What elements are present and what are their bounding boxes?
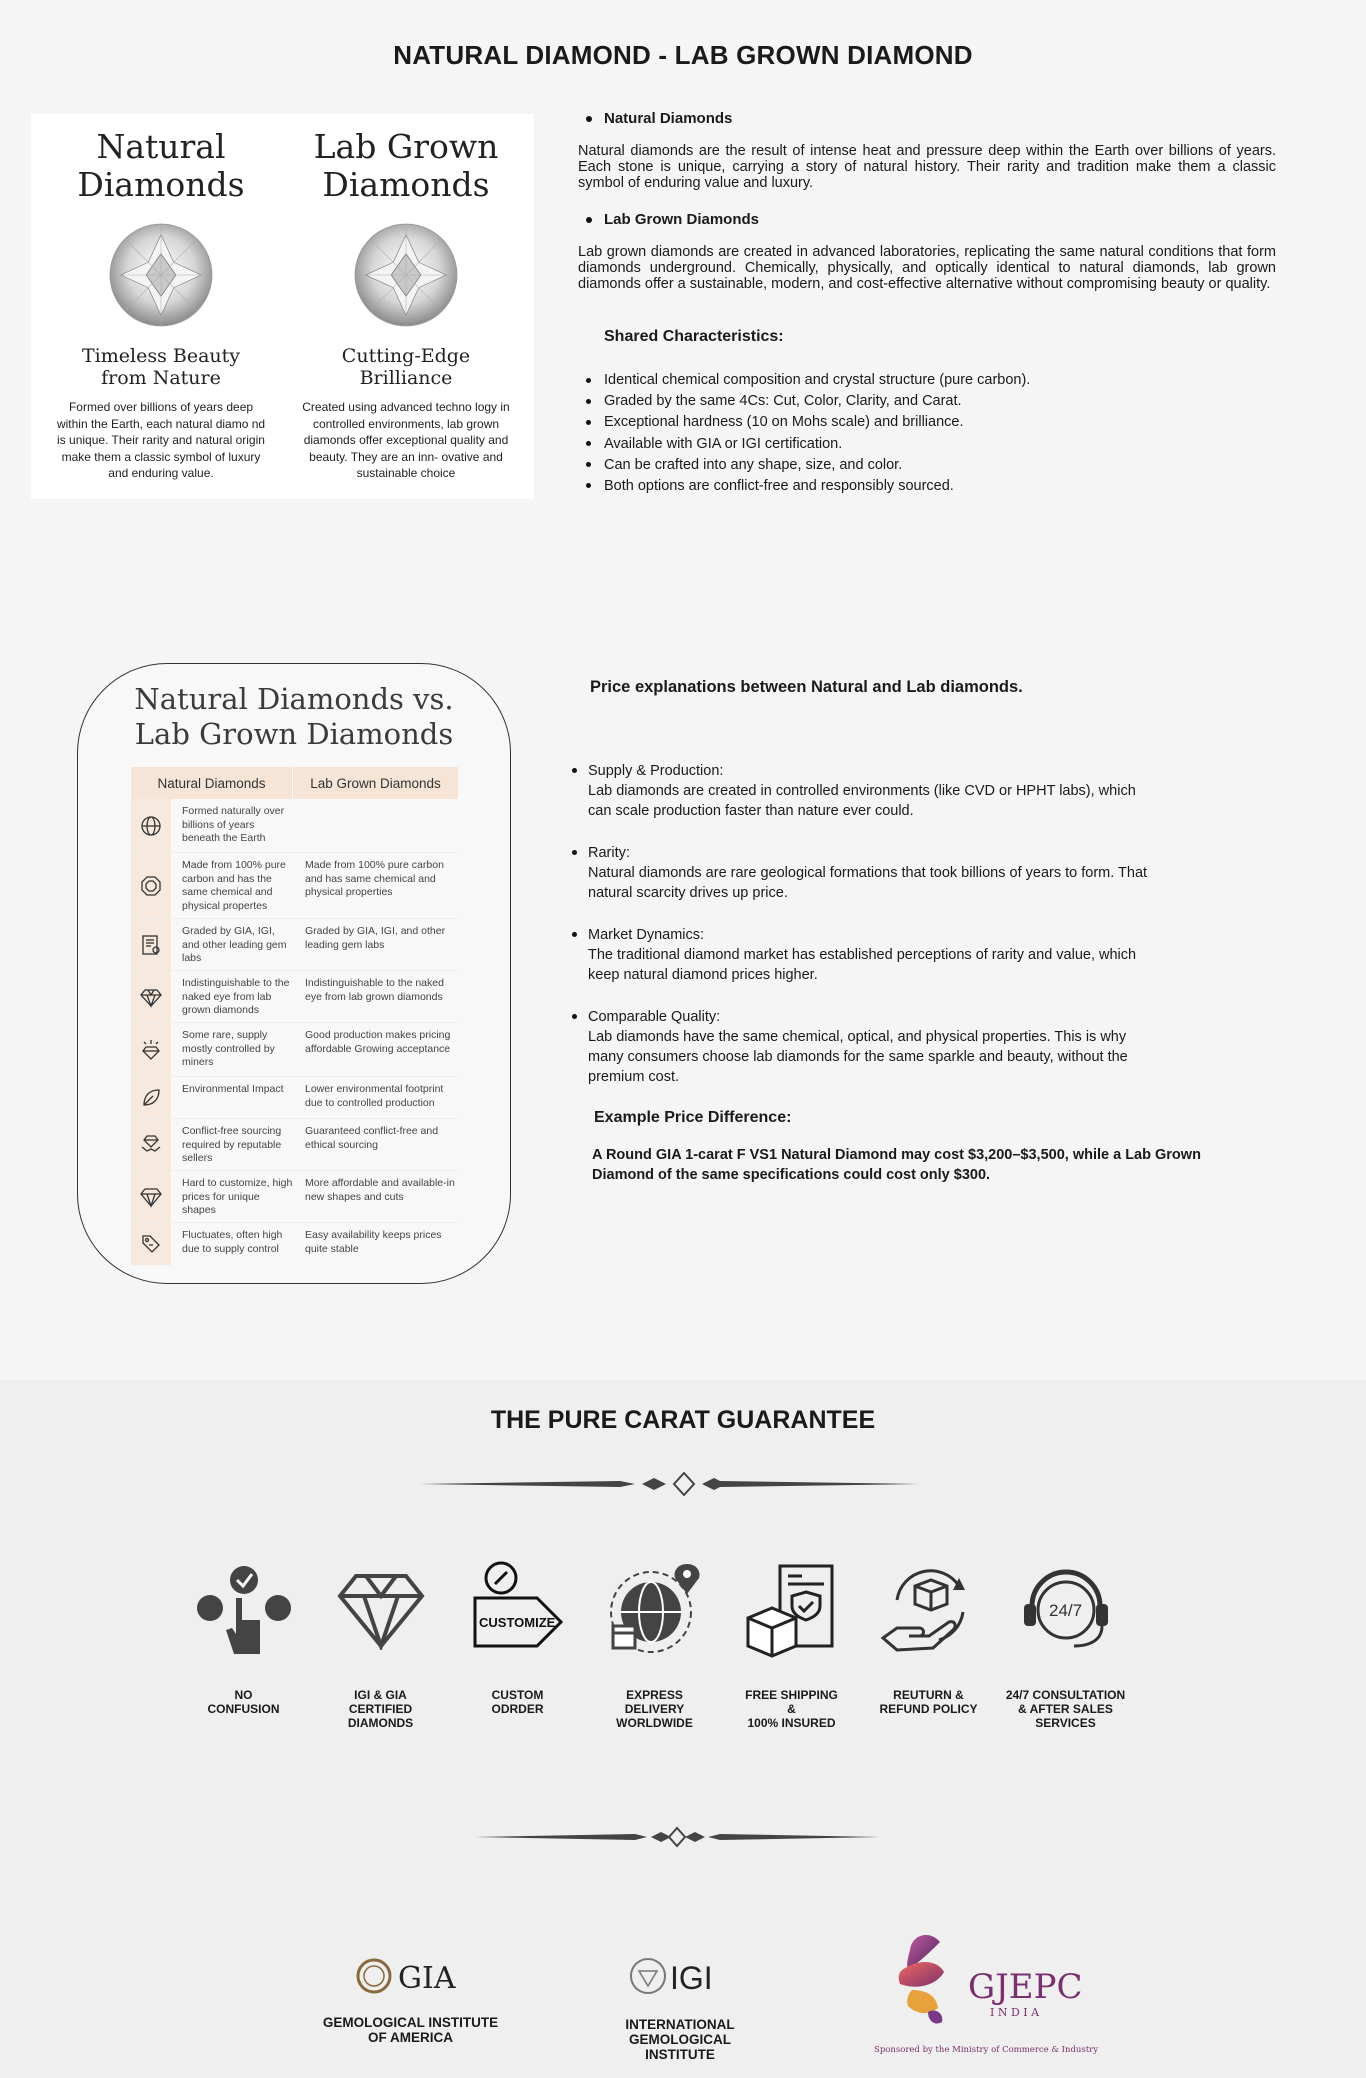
feature-support: [997, 1550, 1134, 1730]
list-item: [570, 925, 1270, 985]
factor-label: Comparable Quality:: [588, 1009, 721, 1025]
factor-label: Market Dynamics:: [588, 927, 705, 943]
factor-text: The traditional diamond market has established perceptions of rarity and value, which keep natural diamond prices higher.: [588, 947, 1137, 983]
gia-mark: GIA: [397, 1961, 455, 1996]
guarantee-features: [175, 1550, 1175, 1730]
shared-characteristics-list: [578, 372, 1276, 494]
column-header-natural: Natural Diamonds: [131, 767, 293, 799]
natural-cell: Formed naturally over billions of years beneath the Earth: [182, 805, 285, 844]
list-item: Exceptional hardness (10 on Mohs scale) and brilliance.: [586, 414, 1276, 430]
guarantee-section: [0, 1380, 1366, 2078]
igi-seal-icon: [630, 1956, 730, 1996]
shared-characteristics-title: Shared Characteristics:: [604, 328, 784, 345]
natural-cell: Indistinguishable to the naked eye from lab grown diamonds: [182, 977, 290, 1016]
return-refund-icon: [879, 1560, 979, 1660]
natural-cell: Fluctuates, often high due to supply control: [182, 1229, 283, 1255]
lab-cell: Good production makes pricing affordable Growing acceptance: [305, 1029, 451, 1055]
factor-text: Natural diamonds are rare geological formations that took billions of years to form. That natural scarcity drives up price.: [588, 865, 1148, 901]
natural-cell: Conflict-free sourcing required by reputable sellers: [182, 1125, 282, 1164]
table-row: [131, 1077, 458, 1119]
table-header: [131, 767, 458, 799]
lab-grown-diamonds-column: [286, 128, 526, 482]
lab-grown-diamonds-heading: Lab Grown Diamonds: [313, 127, 499, 204]
list-item: [570, 843, 1270, 903]
feature-no-confusion: [175, 1550, 312, 1730]
table-row: [131, 799, 458, 853]
example-price-title: Example Price Difference:: [594, 1109, 792, 1126]
natural-cell: Some rare, supply mostly controlled by miners: [182, 1029, 275, 1068]
natural-cell: Environmental Impact: [182, 1083, 284, 1095]
feature-label: 24/7 CONSULTATION & AFTER SALES SERVICES: [1005, 1688, 1126, 1730]
table-row: [131, 1171, 458, 1223]
support-24-7-icon: [1016, 1560, 1116, 1660]
table-row: [131, 1023, 458, 1077]
ornamental-divider: [420, 1472, 920, 1496]
feature-label: FREE SHIPPING & 100% INSURED: [745, 1688, 838, 1730]
gjepc-mark: GJEPC: [968, 1967, 1083, 2007]
lab-grown-diamonds-subtitle: Cutting-Edge Brilliance: [341, 345, 471, 389]
globe-delivery-icon: [605, 1560, 705, 1660]
gia-seal-icon: [356, 1956, 466, 1996]
lab-cell: Graded by GIA, IGI, and other leading gem labs: [305, 925, 446, 951]
table-row: [131, 1119, 458, 1171]
list-item: Identical chemical composition and crystal structure (pure carbon).: [586, 372, 1276, 388]
natural-diamonds-title: Natural Diamonds: [586, 110, 1276, 127]
igi-name: INTERNATIONAL GEMOLOGICAL INSTITUTE: [625, 2017, 735, 2062]
lab-grown-diamonds-title: Lab Grown Diamonds: [586, 211, 1276, 228]
price-factor-list: [570, 761, 1270, 1087]
list-item: Both options are conflict-free and responsibly sourced.: [586, 478, 1276, 494]
gem-outline-icon: [131, 853, 171, 918]
natural-diamonds-subtitle: Timeless Beauty from Nature: [81, 345, 240, 389]
gjepc-emblem-icon: [872, 1920, 1112, 2070]
handshake-diamond-icon: [131, 1119, 171, 1170]
gjepc-sponsor: Sponsored by the Ministry of Commerce & Industry: [874, 2045, 1099, 2055]
natural-diamonds-description: Formed over billions of years deep within the Earth, each natural diamo nd is unique. Their rarity and natural origin make them a classic symbol of luxury and enduring value.: [56, 400, 266, 480]
intro-text-block: [578, 110, 1276, 499]
lab-cell: Indistinguishable to the naked eye from lab grown diamonds: [305, 977, 444, 1003]
lab-grown-diamonds-paragraph: Lab grown diamonds are created in advanced laboratories, replicating the same natural conditions that form diamonds underground. Chemically, physically, and optically identical to natural diamonds, lab grown diamonds offer a sustainable, modern, and cost-effective alternative without compromising beauty or quality.: [578, 244, 1276, 292]
feature-free-shipping: [723, 1550, 860, 1730]
shipping-insured-icon: [742, 1560, 842, 1660]
feature-express-delivery: [586, 1550, 723, 1730]
diamond-icon: [336, 1570, 426, 1650]
natural-diamonds-paragraph: Natural diamonds are the result of intense heat and pressure deep within the Earth over billions of years. Each stone is unique, carrying a story of natural history. Their rarity and tradition make them a classic symbol of enduring value and luxury.: [578, 143, 1276, 191]
certification-logos: [0, 1920, 1366, 2070]
list-item: Can be crafted into any shape, size, and color.: [586, 457, 1276, 473]
list-item: Available with GIA or IGI certification.: [586, 436, 1276, 452]
table-row: [131, 853, 458, 919]
feature-return-refund: [860, 1550, 997, 1730]
price-title: Price explanations between Natural and Lab diamonds.: [590, 678, 1023, 696]
factor-label: Rarity:: [588, 845, 630, 861]
lab-cell: Guaranteed conflict-free and ethical sourcing: [305, 1125, 439, 1151]
list-item: [570, 761, 1270, 821]
round-diamond-icon: [108, 222, 214, 328]
feature-label: CUSTOM ODRDER: [491, 1688, 544, 1716]
column-header-lab: Lab Grown Diamonds: [310, 775, 441, 791]
natural-cell: Made from 100% pure carbon and has the same chemical and physical propertes: [182, 859, 286, 912]
round-diamond-icon: [353, 222, 459, 328]
lab-cell: [293, 799, 458, 852]
feature-label: IGI & GIA CERTIFIED DIAMONDS: [347, 1688, 414, 1730]
price-explanation-block: [570, 678, 1270, 1185]
gjepc-country: I N D I A: [990, 2006, 1040, 2019]
example-price-text: A Round GIA 1-carat F VS1 Natural Diamond may cost $3,200–$3,500, while a Lab Grown Diamond of the same specifications could cost only $300.: [592, 1147, 1201, 1183]
gjepc-logo: [872, 1920, 1112, 2070]
table-row: [131, 971, 458, 1023]
comparison-image-card: [31, 114, 534, 499]
guarantee-title: THE PURE CARAT GUARANTEE: [490, 1406, 876, 1434]
natural-diamonds-column: [41, 128, 281, 482]
table-row: [131, 1223, 458, 1265]
lab-grown-diamonds-description: Created using advanced techno logy in controlled environments, lab grown diamonds offer exceptional quality and beauty. They are an inn- ovative and sustainable choice: [302, 400, 510, 480]
globe-icon: [131, 799, 171, 852]
feature-custom-order: [449, 1550, 586, 1730]
factor-label: Supply & Production:: [588, 763, 724, 779]
list-item: [570, 1007, 1270, 1087]
natural-cell: Hard to customize, high prices for unique shapes: [182, 1177, 293, 1216]
support-badge: 24/7: [1048, 1601, 1082, 1620]
diamond-shape-icon: [131, 1171, 171, 1222]
gia-name: GEMOLOGICAL INSTITUTE OF AMERICA: [322, 2015, 499, 2045]
list-item: Graded by the same 4Cs: Cut, Color, Clarity, and Carat.: [586, 393, 1276, 409]
factor-text: Lab diamonds are created in controlled environments (like CVD or HPHT labs), which can scale production faster than nature ever could.: [588, 783, 1136, 819]
no-confusion-icon: [196, 1562, 292, 1658]
factor-text: Lab diamonds have the same chemical, optical, and physical properties. This is why many consumers choose lab diamonds for the same sparkle and beauty, without the premium cost.: [588, 1029, 1128, 1085]
ornamental-divider: [475, 1826, 880, 1848]
feature-certified: [312, 1550, 449, 1730]
page-title: NATURAL DIAMOND - LAB GROWN DIAMOND: [393, 40, 973, 70]
igi-logo: [615, 1956, 745, 2062]
comparison-table-card: [77, 663, 511, 1284]
price-tag-icon: [131, 1223, 171, 1265]
lab-cell: Easy availability keeps prices quite stable: [305, 1229, 442, 1255]
natural-cell: Graded by GIA, IGI, and other leading gem labs: [182, 925, 287, 964]
customize-badge: CUSTOMIZE: [478, 1615, 555, 1630]
igi-mark: IGI: [670, 1960, 713, 1996]
table-row: [131, 919, 458, 971]
feature-label: EXPRESS DELIVERY WORLDWIDE: [616, 1688, 693, 1730]
sparkle-diamond-icon: [131, 1023, 171, 1076]
diamond-icon: [131, 971, 171, 1022]
feature-label: NO CONFUSION: [207, 1688, 280, 1716]
leaf-icon: [131, 1077, 171, 1118]
gia-logo: [318, 1956, 503, 2045]
comparison-title: Natural Diamonds vs. Lab Grown Diamonds: [134, 682, 454, 751]
feature-label: REUTURN & REFUND POLICY: [879, 1688, 978, 1716]
comparison-table: [131, 767, 458, 1265]
lab-cell: More affordable and available-in new shapes and cuts: [305, 1177, 455, 1203]
lab-cell: Made from 100% pure carbon and has same chemical and physical properties: [305, 859, 444, 898]
certificate-icon: [131, 919, 171, 970]
natural-diamonds-heading: Natural Diamonds: [77, 127, 245, 204]
customize-tag-icon: [471, 1560, 565, 1660]
lab-cell: Lower environmental footprint due to controlled production: [305, 1083, 444, 1109]
